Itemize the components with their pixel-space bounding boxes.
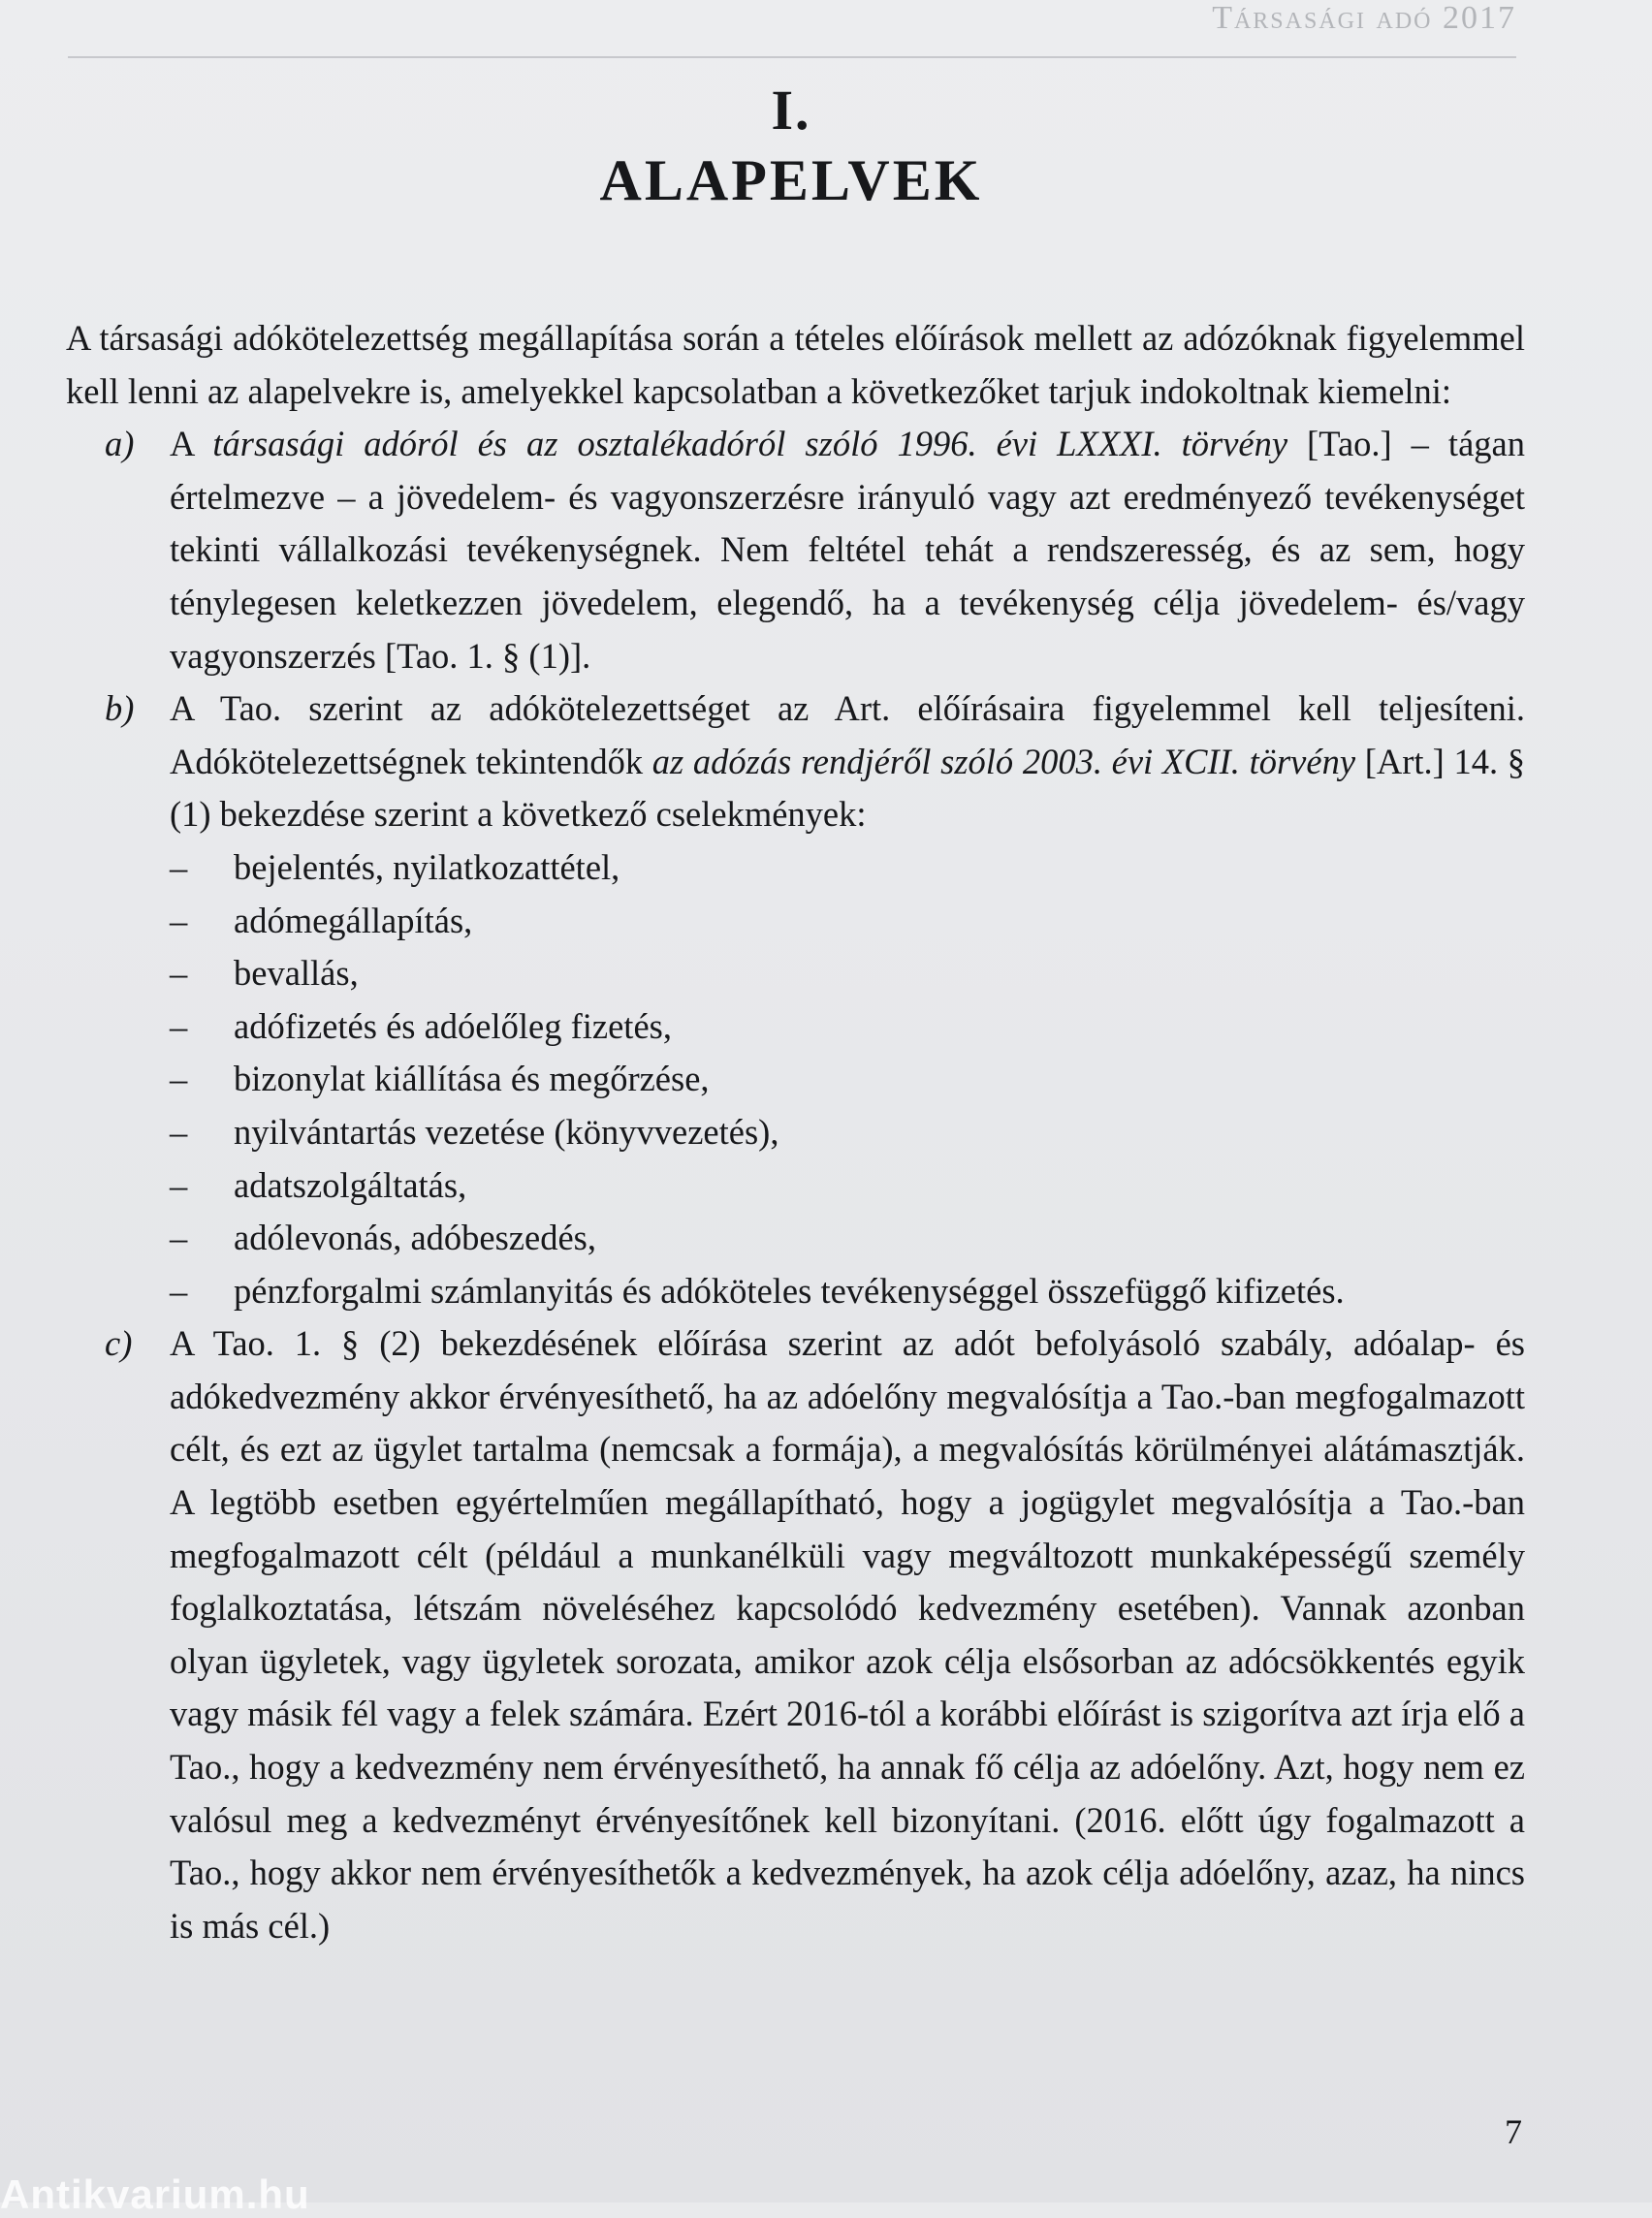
list-item [170,1106,1525,1159]
principle-item-a [66,418,1525,682]
body-text [66,312,1525,1952]
list-item [170,1159,1525,1213]
obligations-list [170,841,1525,1317]
item-b-paragraph [170,682,1525,841]
item-b-text-end: [Art.] 14. § (1) bekezdése szerint a következő cselekmények: [170,741,1526,835]
list-item [170,841,1525,895]
list-item [170,895,1525,948]
item-letter: b) [105,688,135,729]
law-citation: az adózás rendjéről szóló 2003. évi XCII. törvény [651,741,1356,781]
list-item-text: adólevonás, adóbeszedés, [234,1218,596,1258]
dash-bullet: – [170,1111,188,1152]
watermark: Antikvarium.hu [0,2171,310,2217]
intro-paragraph: A társasági adókötelezettség megállapítása során a tételes előírások mellett az adózóknak figyelemmel kell lenni az alapelvekre is, amelyekkel kapcsolatban a következőket tarjuk indokoltnak kiemelni: [66,318,1525,411]
list-item-text: bejelentés, nyilatkozattétel, [234,846,620,887]
dash-bullet: – [170,900,188,940]
list-item-text: adatszolgáltatás, [234,1164,467,1205]
list-item-text: bevallás, [234,953,359,994]
list-item-text: nyilvántartás vezetése (könyvvezetés), [234,1111,779,1152]
dash-bullet: – [170,1059,188,1099]
item-letter: a) [105,424,135,464]
dash-bullet: – [170,953,188,994]
list-item [170,1212,1525,1265]
list-item [170,1265,1525,1318]
list-item [170,1053,1525,1106]
item-a-paragraph [170,418,1525,682]
chapter-title: ALAPELVEK [599,148,983,212]
principle-item-b [66,682,1525,1317]
dash-bullet: – [170,1270,188,1311]
principle-item-c [66,1317,1525,1952]
page-number: 7 [1505,2112,1522,2151]
list-item-text: adófizetés és adóelőleg fizetés, [234,1005,672,1046]
list-item-text: pénzforgalmi számlanyitás és adóköteles tevékenységgel összefüggő kifizetés. [234,1270,1345,1311]
item-a-text-end: [Tao.] – tágan értelmezve – a jövedelem- és vagyonszerzésre irányuló vagy azt eredményező tevékenységet tekinti vállalkozási tevékenységnek. Nem feltétel tehát a rendszeresség, és az sem, hogy ténylegesen keletkezzen jövedelem, elegendő, ha a tevékenység célja jövedelem- és/vagy vagyonszerzés [Tao. 1. § (1)]. [170,424,1525,676]
dash-bullet: – [170,1005,188,1046]
item-b-text-start: A Tao. szerint az adókötelezettséget az Art. előírásaira figyelemmel kell teljesíteni. Adókötelezettségnek tekintendők [170,688,1525,781]
item-letter: c) [105,1323,133,1364]
law-citation: társasági adóról és az osztalékadóról szóló 1996. évi LXXXI. törvény [212,424,1288,464]
list-item [170,947,1525,1000]
dash-bullet: – [170,1164,188,1205]
item-c-paragraph: A Tao. 1. § (2) bekezdésének előírása szerint az adót befolyásoló szabály, adóalap- és adókedvezmény akkor érvényesíthető, ha az adóelőny megvalósítja a Tao.-ban megfogalmazott célt, és ezt az ügylet tartalma (nemcsak a formája), a megvalósítás körülményei alátámasztják. A legtöbb esetben egyértelműen megállapítható, hogy a jogügylet megvalósítja a Tao.-ban megfogalmazott célt (például a munkanélküli vagy megváltozott munkaképességű személy foglalkoztatása, létszám növeléséhez kapcsolódó kedvezmény esetében). Vannak azonban olyan ügyletek, vagy ügyletek sorozata, amikor azok célja elsősorban az adócsökkentés egyik vagy másik fél vagy a felek számára. Ezért 2016-tól a korábbi előírást is szigorítva azt írja elő a Tao., hogy a kedvezmény nem érvényesíthető, ha annak fő célja az adóelőny. Azt, hogy nem ez valósul meg a kedvezményt érvényesítőnek kell bizonyítani. (2016. előtt úgy fogalmazott a Tao., hogy akkor nem érvényesíthetők a kedvezmények, ha azok célja adóelőny, azaz, ha nincs is más cél.) [170,1323,1525,1946]
chapter-number: I. [771,79,811,142]
running-head: Társasági adó 2017 [1212,0,1516,36]
dash-bullet: – [170,846,188,887]
dash-bullet: – [170,1218,188,1258]
list-item [170,1000,1525,1054]
item-a-text-start: A [170,424,213,464]
list-item-text: adómegállapítás, [234,900,473,940]
list-item-text: bizonylat kiállítása és megőrzése, [234,1059,710,1099]
header-rule [68,56,1516,58]
